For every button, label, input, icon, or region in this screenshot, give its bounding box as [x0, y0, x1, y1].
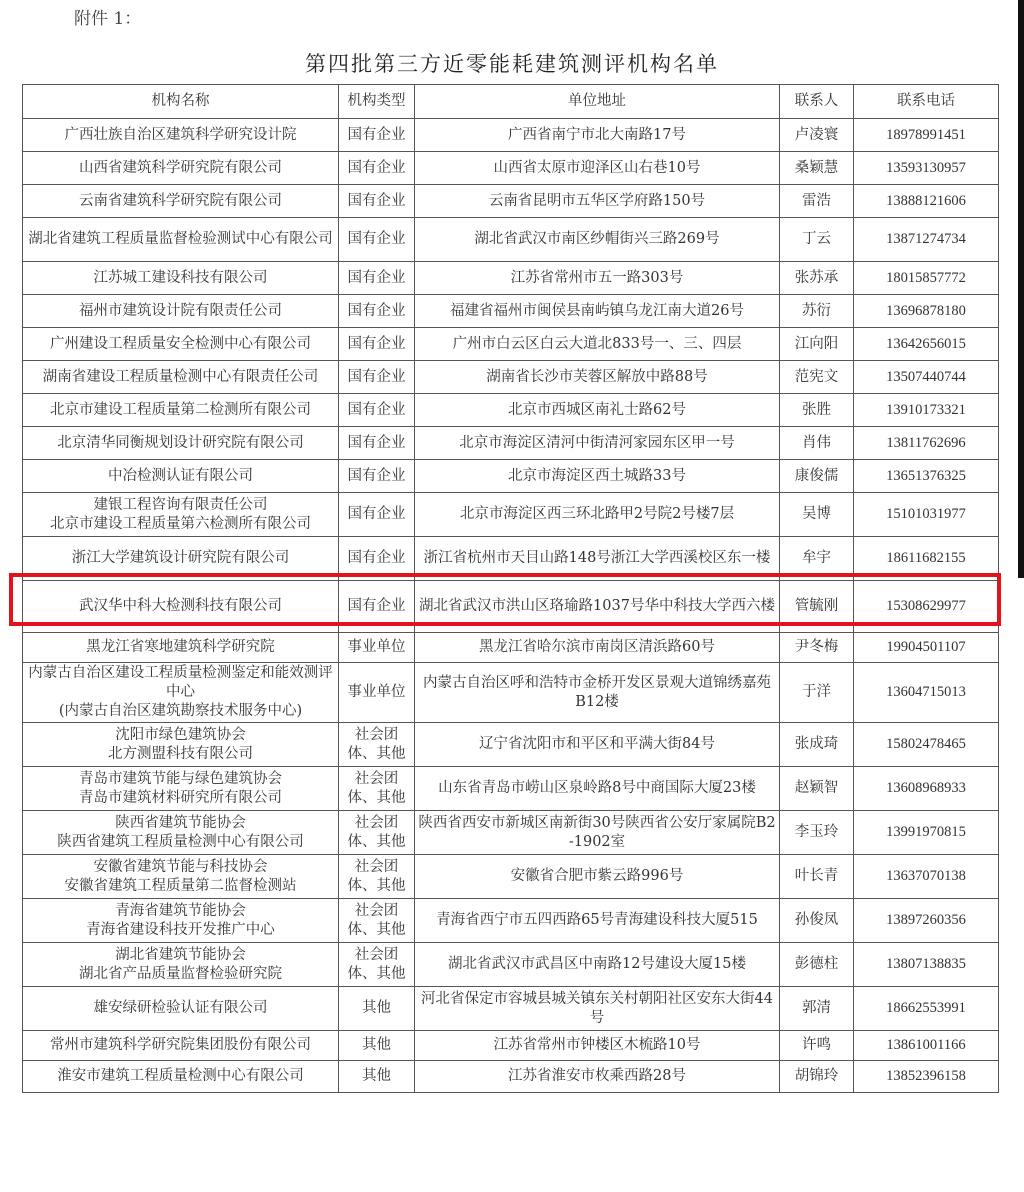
org-type-cell: 国有企业 [339, 328, 415, 361]
phone-cell: 19904501107 [854, 633, 999, 663]
org-name: (内蒙古自治区建筑勘察技术服务中心) [58, 703, 303, 719]
table-row [23, 943, 999, 987]
contact-cell: 康俊儒 [780, 460, 854, 493]
phone-cell: 18978991451 [854, 119, 999, 152]
org-type-cell: 社会团体、其他 [339, 811, 415, 855]
phone-cell: 13507440744 [854, 361, 999, 394]
table-row [23, 1031, 999, 1061]
address-cell: 江苏省淮安市枚乘西路28号 [415, 1061, 780, 1093]
contact-cell: 尹冬梅 [780, 633, 854, 663]
table-row [23, 663, 999, 723]
address-cell: 江苏省常州市五一路303号 [415, 262, 780, 295]
org-type-cell: 国有企业 [339, 581, 415, 633]
address-cell: 湖北省武汉市洪山区珞瑜路1037号华中科技大学西六楼 [415, 581, 780, 633]
phone-cell: 13871274734 [854, 218, 999, 262]
phone-cell: 13910173321 [854, 394, 999, 427]
contact-cell: 范宪文 [780, 361, 854, 394]
address-cell: 北京市西城区南礼士路62号 [415, 394, 780, 427]
org-name: 福州市建筑设计院有限责任公司 [79, 302, 282, 319]
table-row [23, 185, 999, 218]
attachment-label: 附件 1： [74, 9, 142, 29]
org-name: 中冶检测认证有限公司 [108, 467, 253, 484]
address-cell: 黑龙江省哈尔滨市南岗区清浜路60号 [415, 633, 780, 663]
table-row [23, 1061, 999, 1093]
org-type-cell: 社会团体、其他 [339, 943, 415, 987]
table-row [23, 855, 999, 899]
org-name: 浙江大学建筑设计研究院有限公司 [71, 550, 290, 566]
contact-cell: 彭德柱 [780, 943, 854, 987]
org-name-cell [23, 855, 339, 899]
table-row [23, 218, 999, 262]
org-name-cell [23, 152, 339, 185]
contact-cell: 雷浩 [780, 185, 854, 218]
table-row [23, 460, 999, 493]
org-type-cell: 事业单位 [339, 633, 415, 663]
table-row [23, 119, 999, 152]
phone-cell: 15101031977 [854, 493, 999, 537]
phone-cell: 15802478465 [854, 723, 999, 767]
org-type-cell: 国有企业 [339, 185, 415, 218]
org-type-cell: 社会团体、其他 [339, 899, 415, 943]
org-name: 内蒙古自治区建设工程质量检测鉴定和能效测评中心 [28, 665, 333, 700]
org-type-cell: 国有企业 [339, 493, 415, 537]
org-name: 青海省建设科技开发推广中心 [86, 921, 275, 938]
org-type-cell: 其他 [339, 987, 415, 1031]
contact-cell: 牟宇 [780, 537, 854, 581]
table-row [23, 723, 999, 767]
document-title: 第四批第三方近零能耗建筑测评机构名单 [305, 52, 719, 76]
contact-cell: 苏衍 [780, 295, 854, 328]
org-name: 常州市建筑科学研究院集团股份有限公司 [50, 1037, 311, 1053]
contact-cell: 李玉玲 [780, 811, 854, 855]
address-cell: 内蒙古自治区呼和浩特市金桥开发区景观大道锦绣嘉苑B12楼 [415, 663, 780, 723]
address-cell: 山东省青岛市崂山区泉岭路8号中商国际大厦23楼 [415, 767, 780, 811]
table-row [23, 394, 999, 427]
org-name: 北京清华同衡规划设计研究院有限公司 [57, 434, 304, 451]
contact-cell: 于洋 [780, 663, 854, 723]
phone-cell: 18015857772 [854, 262, 999, 295]
org-type-cell: 事业单位 [339, 663, 415, 723]
table-row [23, 493, 999, 537]
org-name: 广州建设工程质量安全检测中心有限公司 [50, 335, 311, 352]
org-name: 雄安绿研检验认证有限公司 [93, 1000, 268, 1016]
org-name: 陕西省建筑节能协会 [115, 814, 246, 831]
org-name: 青海省建筑节能协会 [115, 902, 246, 919]
org-name-cell [23, 987, 339, 1031]
org-name-cell [23, 943, 339, 987]
org-type-cell: 国有企业 [339, 295, 415, 328]
org-type-cell: 国有企业 [339, 427, 415, 460]
phone-cell: 13696878180 [854, 295, 999, 328]
org-name: 安徽省建筑工程质量第二监督检测站 [64, 877, 297, 894]
table-row [23, 152, 999, 185]
table-row [23, 328, 999, 361]
org-name-cell [23, 460, 339, 493]
highlight-box [9, 573, 1001, 626]
org-type-cell: 社会团体、其他 [339, 723, 415, 767]
org-name-cell [23, 493, 339, 537]
address-cell: 安徽省合肥市紫云路996号 [415, 855, 780, 899]
org-type-cell: 国有企业 [339, 262, 415, 295]
phone-cell: 13991970815 [854, 811, 999, 855]
org-name-cell [23, 767, 339, 811]
phone-cell: 18611682155 [854, 537, 999, 581]
contact-cell: 张苏承 [780, 262, 854, 295]
phone-cell: 13608968933 [854, 767, 999, 811]
org-name: 陕西省建筑工程质量检测中心有限公司 [57, 833, 304, 850]
table-row [23, 811, 999, 855]
contact-cell: 孙俊凤 [780, 899, 854, 943]
org-type-cell: 社会团体、其他 [339, 855, 415, 899]
address-cell: 北京市海淀区清河中街清河家园东区甲一号 [415, 427, 780, 460]
org-name: 北京市建设工程质量第六检测所有限公司 [50, 515, 311, 532]
address-cell: 陕西省西安市新城区南新街30号陕西省公安厅家属院B2-1902室 [415, 811, 780, 855]
org-name-cell [23, 394, 339, 427]
table-row [23, 262, 999, 295]
org-type-cell: 社会团体、其他 [339, 767, 415, 811]
org-type-cell: 国有企业 [339, 218, 415, 262]
org-name-cell [23, 1031, 339, 1061]
contact-cell: 胡锦玲 [780, 1061, 854, 1093]
org-type-cell: 国有企业 [339, 537, 415, 581]
org-name: 北京市建设工程质量第二检测所有限公司 [50, 401, 311, 418]
contact-cell: 桑颖慧 [780, 152, 854, 185]
contact-cell: 江向阳 [780, 328, 854, 361]
org-name-cell [23, 185, 339, 218]
org-type-cell: 其他 [339, 1061, 415, 1093]
table-header-row [23, 85, 999, 119]
table-row [23, 427, 999, 460]
phone-cell: 13637070138 [854, 855, 999, 899]
org-name-cell [23, 427, 339, 460]
address-cell: 广西省南宁市北大南路17号 [415, 119, 780, 152]
phone-cell: 13807138835 [854, 943, 999, 987]
table-row [23, 295, 999, 328]
column-header: 联系电话 [854, 85, 999, 119]
org-name-cell [23, 663, 339, 723]
contact-cell: 叶长青 [780, 855, 854, 899]
address-cell: 江苏省常州市钟楼区木梳路10号 [415, 1031, 780, 1061]
address-cell: 山西省太原市迎泽区山右巷10号 [415, 152, 780, 185]
table-row [23, 633, 999, 663]
org-name: 安徽省建筑节能与科技协会 [93, 858, 268, 875]
org-name: 广西壮族自治区建筑科学研究设计院 [64, 126, 297, 143]
org-name: 沈阳市绿色建筑协会 [115, 726, 246, 743]
contact-cell: 郭清 [780, 987, 854, 1031]
org-name-cell [23, 811, 339, 855]
org-name: 湖北省建筑工程质量监督检验测试中心有限公司 [28, 231, 333, 247]
org-name-cell [23, 328, 339, 361]
address-cell: 福建省福州市闽侯县南屿镇乌龙江南大道26号 [415, 295, 780, 328]
column-header: 联系人 [780, 85, 854, 119]
address-cell: 河北省保定市容城县城关镇东关村朝阳社区安东大街44号 [415, 987, 780, 1031]
address-cell: 辽宁省沈阳市和平区和平满大街84号 [415, 723, 780, 767]
org-name: 湖南省建设工程质量检测中心有限责任公司 [42, 368, 319, 385]
contact-cell: 张胜 [780, 394, 854, 427]
org-type-cell: 国有企业 [339, 460, 415, 493]
org-name: 青岛市建筑材料研究所有限公司 [79, 789, 282, 806]
table-row [23, 361, 999, 394]
contact-cell: 赵颖智 [780, 767, 854, 811]
org-name: 湖北省产品质量监督检验研究院 [79, 965, 282, 982]
column-header: 机构名称 [23, 85, 339, 119]
column-header: 单位地址 [415, 85, 780, 119]
contact-cell: 丁云 [780, 218, 854, 262]
phone-cell: 13852396158 [854, 1061, 999, 1093]
org-name: 北方测盟科技有限公司 [108, 745, 253, 762]
org-type-cell: 国有企业 [339, 119, 415, 152]
org-name-cell [23, 1061, 339, 1093]
org-name: 云南省建筑科学研究院有限公司 [79, 192, 282, 209]
address-cell: 云南省昆明市五华区学府路150号 [415, 185, 780, 218]
table-row [23, 899, 999, 943]
table-row [23, 767, 999, 811]
org-name-cell [23, 633, 339, 663]
address-cell: 湖北省武汉市武昌区中南路12号建设大厦15楼 [415, 943, 780, 987]
org-name: 淮安市建筑工程质量检测中心有限公司 [57, 1068, 304, 1084]
org-name: 建银工程咨询有限责任公司 [93, 496, 268, 513]
address-cell: 北京市海淀区西土城路33号 [415, 460, 780, 493]
phone-cell: 13861001166 [854, 1031, 999, 1061]
org-name: 黑龙江省寒地建筑科学研究院 [86, 639, 275, 655]
contact-cell: 吴博 [780, 493, 854, 537]
address-cell: 湖北省武汉市南区纱帽街兴三路269号 [415, 218, 780, 262]
org-type-cell: 其他 [339, 1031, 415, 1061]
column-header: 机构类型 [339, 85, 415, 119]
address-cell: 浙江省杭州市天目山路148号浙江大学西溪校区东一楼 [415, 537, 780, 581]
org-name: 山西省建筑科学研究院有限公司 [79, 159, 282, 176]
phone-cell: 13604715013 [854, 663, 999, 723]
phone-cell: 13811762696 [854, 427, 999, 460]
org-name-cell [23, 723, 339, 767]
phone-cell: 13642656015 [854, 328, 999, 361]
address-cell: 北京市海淀区西三环北路甲2号院2号楼7层 [415, 493, 780, 537]
address-cell: 广州市白云区白云大道北833号一、三、四层 [415, 328, 780, 361]
org-name-cell [23, 899, 339, 943]
org-type-cell: 国有企业 [339, 152, 415, 185]
org-name-cell [23, 262, 339, 295]
scan-edge-bar [1018, 0, 1024, 578]
address-cell: 青海省西宁市五四西路65号青海建设科技大厦515 [415, 899, 780, 943]
org-name: 武汉华中科大检测科技有限公司 [79, 598, 282, 614]
address-cell: 湖南省长沙市芙蓉区解放中路88号 [415, 361, 780, 394]
contact-cell: 许鸣 [780, 1031, 854, 1061]
org-type-cell: 国有企业 [339, 361, 415, 394]
phone-cell: 13651376325 [854, 460, 999, 493]
contact-cell: 管毓刚 [780, 581, 854, 633]
contact-cell: 肖伟 [780, 427, 854, 460]
org-name-cell [23, 361, 339, 394]
phone-cell: 15308629977 [854, 581, 999, 633]
org-name: 江苏城工建设科技有限公司 [93, 269, 268, 286]
phone-cell: 18662553991 [854, 987, 999, 1031]
org-type-cell: 国有企业 [339, 394, 415, 427]
org-name-cell [23, 119, 339, 152]
org-name: 青岛市建筑节能与绿色建筑协会 [79, 770, 282, 787]
contact-cell: 卢凌寰 [780, 119, 854, 152]
org-name-cell [23, 295, 339, 328]
contact-cell: 张成琦 [780, 723, 854, 767]
phone-cell: 13888121606 [854, 185, 999, 218]
phone-cell: 13593130957 [854, 152, 999, 185]
table-row [23, 987, 999, 1031]
phone-cell: 13897260356 [854, 899, 999, 943]
org-name-cell [23, 218, 339, 262]
org-name: 湖北省建筑节能协会 [115, 946, 246, 963]
